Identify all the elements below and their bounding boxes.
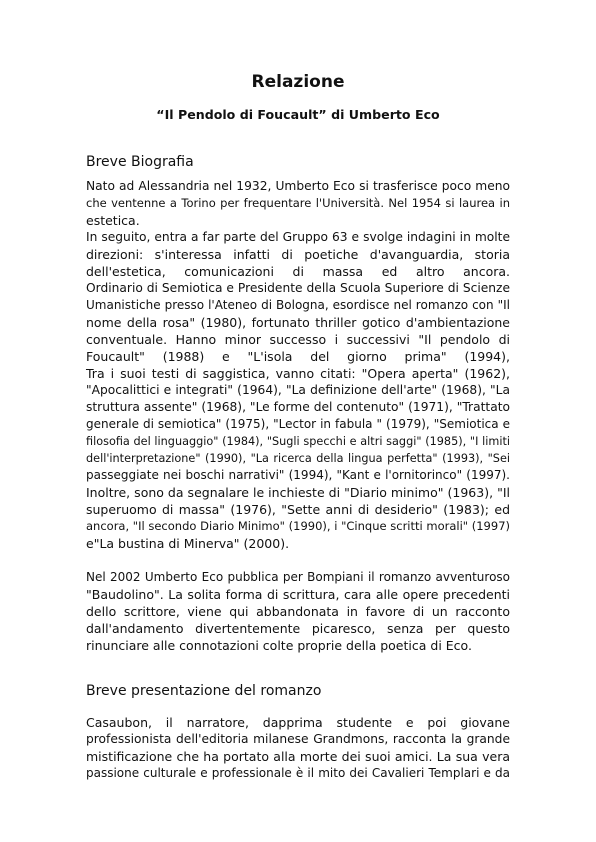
paragraph-line: e"La bustina di Minerva" (2000). (86, 536, 290, 551)
paragraph-line: che ventenne a Torino per frequentare l'Università. Nel 1954 si laurea in (86, 196, 510, 210)
paragraph-line: passione culturale e professionale è il mito dei Cavalieri Templari e da (86, 766, 510, 780)
paragraph-line: struttura assente" (1968), "Le forme del contenuto" (1971), "Trattato (86, 400, 510, 414)
section-heading-biografia: Breve Biografia (86, 154, 194, 170)
paragraph-line: estetica. (86, 213, 140, 228)
paragraph-line: mistificazione che ha portato alla morte dei suoi amici. La sua vera (86, 749, 510, 764)
paragraph-line: dello scrittore, viene qui abbandonata in favore di un racconto (86, 604, 510, 619)
paragraph-line: In seguito, entra a far parte del Gruppo 63 e svolge indagini in molte (86, 230, 510, 244)
paragraph-line: Casaubon, il narratore, dapprima studente e poi giovane (86, 715, 510, 730)
paragraph-line: dell'estetica, comunicazioni di massa ed altro ancora. (86, 264, 510, 279)
paragraph-line: dell'interpretazione" (1990), "La ricerca della lingua perfetta" (1993), "Sei (86, 452, 510, 465)
paragraph-line: Inoltre, sono da segnalare le inchieste di "Diario minimo" (1963), "Il (86, 485, 510, 500)
paragraph-line: Nel 2002 Umberto Eco pubblica per Bompiani il romanzo avventuroso (86, 570, 510, 584)
paragraph-line: ancora, "Il secondo Diario Minimo" (1990), i "Cinque scritti morali" (1997) (86, 519, 510, 533)
paragraph-line: direzioni: s'interessa infatti di poetiche d'avanguardia, storia (86, 247, 510, 262)
paragraph-line: Nato ad Alessandria nel 1932, Umberto Eco si trasferisce poco meno (86, 179, 510, 193)
paragraph-line: superuomo di massa" (1976), "Sette anni di desiderio" (1983); ed (86, 502, 510, 517)
paragraph-line: "Apocalittici e integrati" (1964), "La definizione dell'arte" (1968), "La (86, 383, 510, 397)
paragraph-line: Foucault" (1988) e "L'isola del giorno prima" (1994), (86, 349, 510, 364)
paragraph-line: filosofia del linguaggio" (1984), "Sugli specchi e altri saggi" (1985), "I limiti (86, 435, 510, 448)
paragraph-line: Ordinario di Semiotica e Presidente della Scuola Superiore di Scienze (86, 281, 510, 295)
paragraph-line: nome della rosa" (1980), fortunato thriller gotico d'ambientazione (86, 315, 510, 330)
paragraph-line: Umanistiche presso l'Ateneo di Bologna, esordisce nel romanzo con "Il (86, 298, 510, 312)
paragraph-line: generale di semiotica" (1975), "Lector in fabula " (1979), "Semiotica e (86, 417, 510, 431)
paragraph-line: conventuale. Hanno minor successo i successivi "Il pendolo di (86, 332, 510, 347)
paragraph-line: passeggiate nei boschi narrativi" (1994), "Kant e l'ornitorinco" (1997). (86, 468, 510, 482)
paragraph-line: Tra i suoi testi di saggistica, vanno citati: "Opera aperta" (1962), (86, 366, 510, 381)
paragraph-line: professionista dell'editoria milanese Grandmons, racconta la grande (86, 732, 510, 746)
section-heading-presentazione: Breve presentazione del romanzo (86, 683, 322, 699)
document-title: Relazione (251, 72, 345, 92)
paragraph-line: rinunciare alle connotazioni colte proprie della poetica di Eco. (86, 638, 472, 653)
paragraph-line: dall'andamento divertentemente picaresco, senza per questo (86, 621, 510, 636)
paragraph-line: "Baudolino". La solita forma di scrittura, cara alle opere precedenti (86, 587, 510, 602)
document-subtitle: “Il Pendolo di Foucault” di Umberto Eco (156, 107, 440, 122)
